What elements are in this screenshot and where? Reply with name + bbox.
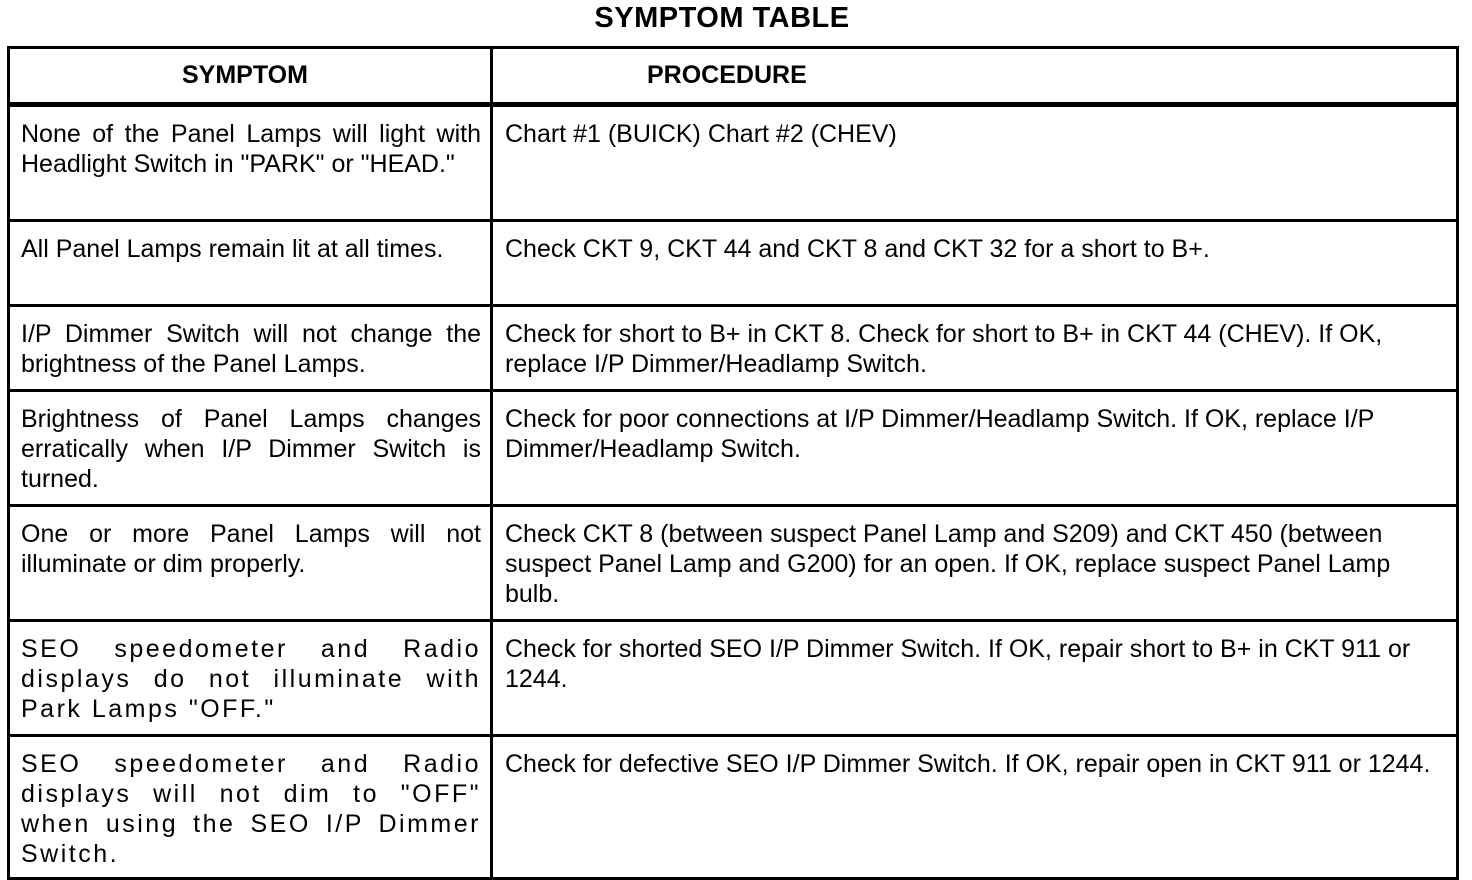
table-row xyxy=(9,621,1458,736)
table-row xyxy=(9,506,1458,621)
symptom-cell: SEO speedometer and Radio displays will not dim to "OFF" when using the SEO I/P Dimmer Switch. xyxy=(9,736,492,879)
procedure-cell: Check for short to B+ in CKT 8. Check for short to B+ in CKT 44 (CHEV). If OK, replace I/P Dimmer/Headlamp Switch. xyxy=(492,306,1458,391)
table-row xyxy=(9,306,1458,391)
procedure-cell: Check CKT 8 (between suspect Panel Lamp and S209) and CKT 450 (between suspect Panel Lamp and G200) for an open. If OK, replace suspect Panel Lamp bulb. xyxy=(492,506,1458,621)
procedure-cell: Check for defective SEO I/P Dimmer Switch. If OK, repair open in CKT 911 or 1244. xyxy=(492,736,1458,879)
page-title: SYMPTOM TABLE xyxy=(594,2,850,34)
procedure-cell: Chart #1 (BUICK) Chart #2 (CHEV) xyxy=(492,105,1458,221)
table-header-row xyxy=(9,48,1458,105)
table-row xyxy=(9,105,1458,221)
symptom-cell: One or more Panel Lamps will not illuminate or dim properly. xyxy=(9,506,492,621)
column-header-symptom: SYMPTOM xyxy=(9,48,492,105)
symptom-table xyxy=(7,46,1459,880)
column-header-procedure: PROCEDURE xyxy=(492,48,1458,105)
procedure-cell: Check CKT 9, CKT 44 and CKT 8 and CKT 32 for a short to B+. xyxy=(492,221,1458,306)
table-row xyxy=(9,391,1458,506)
table-row xyxy=(9,736,1458,879)
symptom-cell: Brightness of Panel Lamps changes erratically when I/P Dimmer Switch is turned. xyxy=(9,391,492,506)
procedure-cell: Check for poor connections at I/P Dimmer/Headlamp Switch. If OK, replace I/P Dimmer/Headlamp Switch. xyxy=(492,391,1458,506)
symptom-cell: All Panel Lamps remain lit at all times. xyxy=(9,221,492,306)
symptom-cell: SEO speedometer and Radio displays do not illuminate with Park Lamps "OFF." xyxy=(9,621,492,736)
symptom-cell: I/P Dimmer Switch will not change the brightness of the Panel Lamps. xyxy=(9,306,492,391)
table-row xyxy=(9,221,1458,306)
procedure-cell: Check for shorted SEO I/P Dimmer Switch. If OK, repair short to B+ in CKT 911 or 1244. xyxy=(492,621,1458,736)
symptom-cell: None of the Panel Lamps will light with Headlight Switch in "PARK" or "HEAD." xyxy=(9,105,492,221)
